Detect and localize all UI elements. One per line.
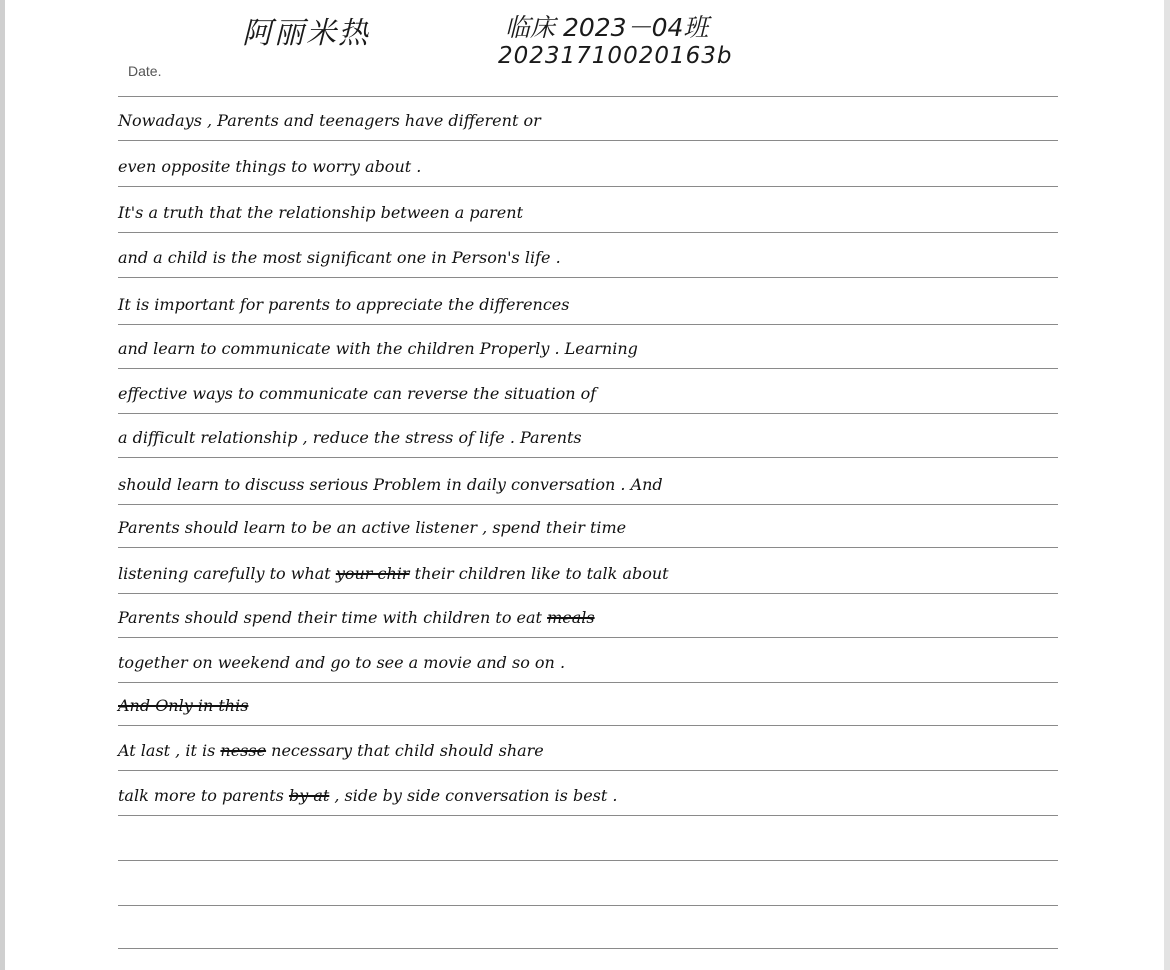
line-segment: a difficult relationship , reduce the stress of life . Parents	[118, 428, 582, 447]
ruled-line	[118, 815, 1058, 816]
student-name: 阿丽米热	[242, 16, 370, 51]
line-segment: talk more to parents	[118, 786, 289, 805]
student-id: 20231710020163b	[498, 43, 733, 69]
ruled-line	[118, 948, 1058, 949]
class-label: 临床 2023－04班	[505, 13, 709, 42]
line-segment: listening carefully to what	[118, 564, 336, 583]
ruled-line	[118, 860, 1058, 861]
ruled-line	[118, 232, 1058, 233]
ruled-line	[118, 725, 1058, 726]
handwritten-line	[118, 646, 1068, 680]
handwritten-line	[118, 511, 1068, 545]
line-segment: their children like to talk about	[409, 564, 669, 583]
ruled-line	[118, 547, 1058, 548]
handwritten-line	[118, 377, 1068, 411]
struck-text: your chir	[335, 564, 410, 583]
line-segment: At last , it is	[118, 741, 221, 760]
page-edge-left	[0, 0, 5, 970]
line-segment: and a child is the most significant one in Person's life .	[118, 248, 561, 267]
line-segment: Nowadays , Parents and teenagers have different or	[118, 111, 541, 130]
line-segment: Parents should learn to be an active listener , spend their time	[118, 518, 627, 537]
struck-text: meals	[547, 608, 595, 627]
ruled-line	[118, 770, 1058, 771]
handwritten-line	[118, 557, 1068, 591]
struck-text: nesse	[220, 741, 267, 760]
ruled-line	[118, 905, 1058, 906]
handwritten-line	[118, 288, 1068, 322]
ruled-line	[118, 96, 1058, 97]
ruled-line	[118, 682, 1058, 683]
handwritten-line	[118, 689, 1068, 723]
handwritten-line	[118, 104, 1068, 138]
ruled-line	[118, 140, 1058, 141]
line-segment: necessary that child should share	[266, 741, 544, 760]
line-segment: effective ways to communicate can reverse the situation of	[118, 384, 597, 403]
struck-text: by at	[288, 786, 330, 805]
ruled-line	[118, 593, 1058, 594]
date-label: Date.	[128, 63, 162, 79]
line-segment: It is important for parents to appreciate the differences	[118, 295, 570, 314]
ruled-line	[118, 413, 1058, 414]
line-segment: should learn to discuss serious Problem in daily conversation . And	[118, 475, 663, 494]
line-segment: and learn to communicate with the children Properly . Learning	[118, 339, 638, 358]
line-segment: It's a truth that the relationship between a parent	[118, 203, 523, 222]
line-segment: together on weekend and go to see a movie and so on .	[118, 653, 566, 672]
ruled-line	[118, 186, 1058, 187]
handwritten-line	[118, 332, 1068, 366]
line-segment: , side by side conversation is best .	[329, 786, 618, 805]
handwritten-line	[118, 779, 1068, 813]
handwritten-line	[118, 601, 1068, 635]
ruled-line	[118, 637, 1058, 638]
handwritten-line	[118, 150, 1068, 184]
handwritten-line	[118, 421, 1068, 455]
struck-text: And Only in this	[118, 696, 249, 715]
handwritten-line	[118, 468, 1068, 502]
ruled-line	[118, 504, 1058, 505]
ruled-line	[118, 324, 1058, 325]
ruled-line	[118, 368, 1058, 369]
line-segment: Parents should spend their time with children to eat	[118, 608, 548, 627]
page-edge-right	[1164, 0, 1170, 970]
ruled-line	[118, 457, 1058, 458]
ruled-line	[118, 277, 1058, 278]
handwritten-line	[118, 241, 1068, 275]
handwritten-line	[118, 196, 1068, 230]
handwritten-line	[118, 734, 1068, 768]
line-segment: even opposite things to worry about .	[118, 157, 422, 176]
